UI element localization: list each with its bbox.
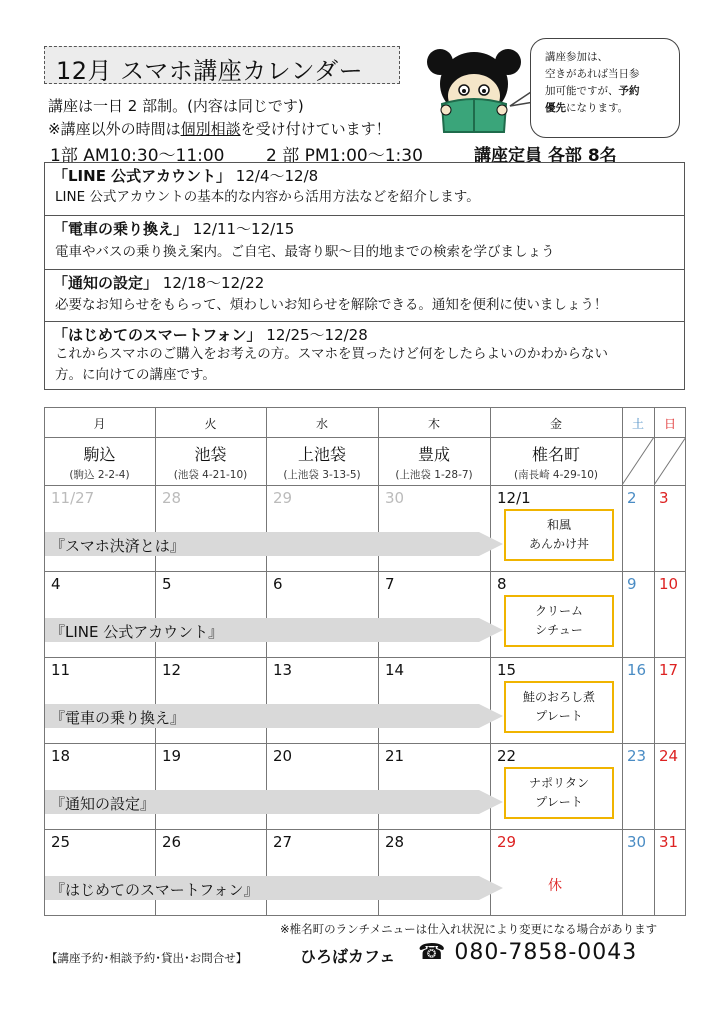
lunch-menu-box [504, 681, 614, 733]
date-number: 15 [497, 661, 517, 679]
course-arrow-label: 『LINE 公式アカウント』 [50, 623, 224, 641]
lunch-menu-line: ナポリタン [528, 776, 589, 790]
location-name: 椎名町 [531, 445, 580, 464]
day-header: 日 [663, 417, 676, 431]
location-name: 上池袋 [297, 445, 346, 464]
calendar-column-line [490, 407, 491, 916]
location-cell [155, 442, 266, 482]
date-number: 12 [162, 661, 182, 679]
intro-line-2 [48, 118, 391, 139]
bubble-line-2: 空きがあれば当日参 [545, 68, 640, 80]
date-number: 9 [627, 575, 637, 593]
lunch-menu-line: シチュー [535, 623, 583, 637]
calendar-column-line [378, 407, 379, 916]
bubble-line-3: 加可能ですが、予約 [545, 85, 640, 97]
lunch-menu-line: あんかけ丼 [528, 537, 589, 551]
date-number: 14 [385, 661, 405, 679]
intro-line-2-pre: ※講座以外の時間は [48, 120, 181, 138]
location-address: (上池袋 1-28-7) [395, 469, 473, 481]
location-cell [44, 442, 155, 482]
date-number: 24 [659, 747, 679, 765]
calendar-column-line [155, 407, 156, 916]
calendar-divider [44, 743, 686, 744]
date-number: 28 [385, 833, 405, 851]
date-number: 19 [162, 747, 182, 765]
date-number: 29 [497, 833, 517, 851]
date-number: 2 [627, 489, 637, 507]
calendar-divider [44, 485, 686, 486]
capacity: 講座定員 各部 8名 [474, 146, 617, 166]
lunch-menu-line: 和風 [546, 518, 571, 532]
date-number: 17 [659, 661, 679, 679]
course-first-smartphone [45, 321, 684, 389]
consultation-text: 個別相談 [180, 120, 241, 138]
day-header: 火 [204, 417, 217, 431]
course-line [45, 163, 684, 215]
date-number: 18 [51, 747, 71, 765]
day-header: 金 [549, 417, 562, 431]
date-number: 25 [51, 833, 71, 851]
speech-bubble [530, 38, 680, 138]
date-number: 11/27 [51, 489, 95, 507]
date-number: 7 [385, 575, 395, 593]
date-number: 23 [627, 747, 647, 765]
course-heading: 「はじめてのスマートフォン」 12/25〜12/28 [53, 326, 368, 344]
date-number: 21 [385, 747, 405, 765]
date-number: 26 [162, 833, 182, 851]
day-header: 木 [427, 417, 440, 431]
course-arrow-label: 『電車の乗り換え』 [50, 709, 186, 727]
lunch-menu-line: 鮭のおろし煮 [522, 690, 595, 704]
calendar-divider [44, 915, 686, 916]
course-heading: 「電車の乗り換え」 12/11〜12/15 [53, 220, 295, 238]
calendar-divider [44, 571, 686, 572]
cafe-name: ひろばカフェ [300, 947, 396, 966]
lunch-menu-line: クリーム [534, 604, 583, 618]
lunch-menu-box [504, 509, 614, 561]
calendar-column-line [266, 407, 267, 916]
course-train [45, 215, 684, 269]
course-description: LINE 公式アカウントの基本的な内容から活用方法などを紹介します。 [55, 189, 480, 205]
course-description: 電車やバスの乗り換え案内。ご自宅、最寄り駅〜目的地までの検索を学びましょう [55, 244, 555, 260]
day-header: 月 [93, 417, 106, 431]
date-number: 6 [273, 575, 283, 593]
phone-number: ☎ 080-7858-0043 [418, 940, 638, 965]
lunch-menu-line: プレート [535, 795, 583, 809]
location-name: 池袋 [194, 445, 227, 464]
date-number: 16 [627, 661, 647, 679]
lunch-menu-box [504, 595, 614, 647]
calendar-column-line [44, 407, 45, 916]
date-number: 20 [273, 747, 293, 765]
date-number: 29 [273, 489, 293, 507]
day-header: 水 [315, 417, 328, 431]
lunch-menu-line: プレート [535, 709, 583, 723]
date-number: 30 [385, 489, 405, 507]
date-number: 10 [659, 575, 679, 593]
date-number: 12/1 [497, 489, 531, 507]
empty-cell-slash [622, 437, 654, 485]
location-cell [490, 442, 622, 482]
calendar [44, 407, 686, 915]
calendar-divider [44, 437, 686, 438]
calendar-divider [44, 657, 686, 658]
course-arrow-label: 『はじめてのスマートフォン』 [50, 881, 259, 899]
location-address: (池袋 4-21-10) [173, 469, 248, 481]
date-number: 31 [659, 833, 679, 851]
location-name: 駒込 [83, 445, 116, 464]
empty-cell-slash [654, 437, 686, 485]
contact-label: 【講座予約･相談予約･貸出･お問合せ】 [46, 951, 248, 965]
time-part-1: 1部 AM10:30〜11:00 [50, 146, 225, 166]
date-number: 5 [162, 575, 172, 593]
time-part-2: 2 部 PM1:00〜1:30 [266, 146, 423, 166]
calendar-divider [44, 829, 686, 830]
lunch-menu-note: ※椎名町のランチメニューは仕入れ状況により変更になる場合があります [280, 922, 658, 936]
date-number: 30 [627, 833, 647, 851]
course-arrow-label: 『スマホ決済とは』 [50, 537, 185, 555]
date-number: 28 [162, 489, 182, 507]
course-heading: 「通知の設定」 12/18〜12/22 [53, 274, 265, 292]
date-number: 11 [51, 661, 71, 679]
location-cell [266, 442, 378, 482]
course-arrow-label: 『通知の設定』 [50, 795, 156, 813]
calendar-border [44, 407, 686, 408]
intro-line-1: 講座は一日 2 部制。(内容は同じです) [48, 97, 304, 115]
location-address: (上池袋 3-13-5) [283, 469, 361, 481]
holiday-mark: 休 [548, 878, 562, 894]
location-name: 豊成 [417, 445, 450, 464]
location-cell [378, 442, 490, 482]
date-number: 13 [273, 661, 293, 679]
intro-line-2-post: を受け付けています！ [240, 120, 391, 138]
course-heading: 「LINE 公式アカウント」 12/4〜12/8 [53, 167, 319, 185]
lunch-menu-box [504, 767, 614, 819]
course-list [44, 162, 685, 390]
course-description: 方。に向けての講座です。 [55, 367, 216, 383]
page-title: 12月 スマホ講座カレンダー [56, 57, 364, 85]
date-number: 8 [497, 575, 507, 593]
date-number: 4 [51, 575, 61, 593]
bubble-line-4: 優先になります。 [545, 102, 629, 114]
day-header: 土 [631, 417, 644, 431]
date-number: 27 [273, 833, 293, 851]
bubble-line-1: 講座参加は、 [545, 51, 608, 63]
date-number: 3 [659, 489, 669, 507]
location-address: (駒込 2-2-4) [69, 469, 130, 481]
course-description: 必要なお知らせをもらって、煩わしいお知らせを解除できる。通知を便利に使いましょう！ [55, 297, 608, 313]
course-description: これからスマホのご購入をお考えの方。スマホを買ったけど何をしたらよいのかわからない [55, 346, 608, 362]
course-notification [45, 269, 684, 321]
location-address: (南長崎 4-29-10) [513, 469, 598, 481]
date-number: 22 [497, 747, 517, 765]
